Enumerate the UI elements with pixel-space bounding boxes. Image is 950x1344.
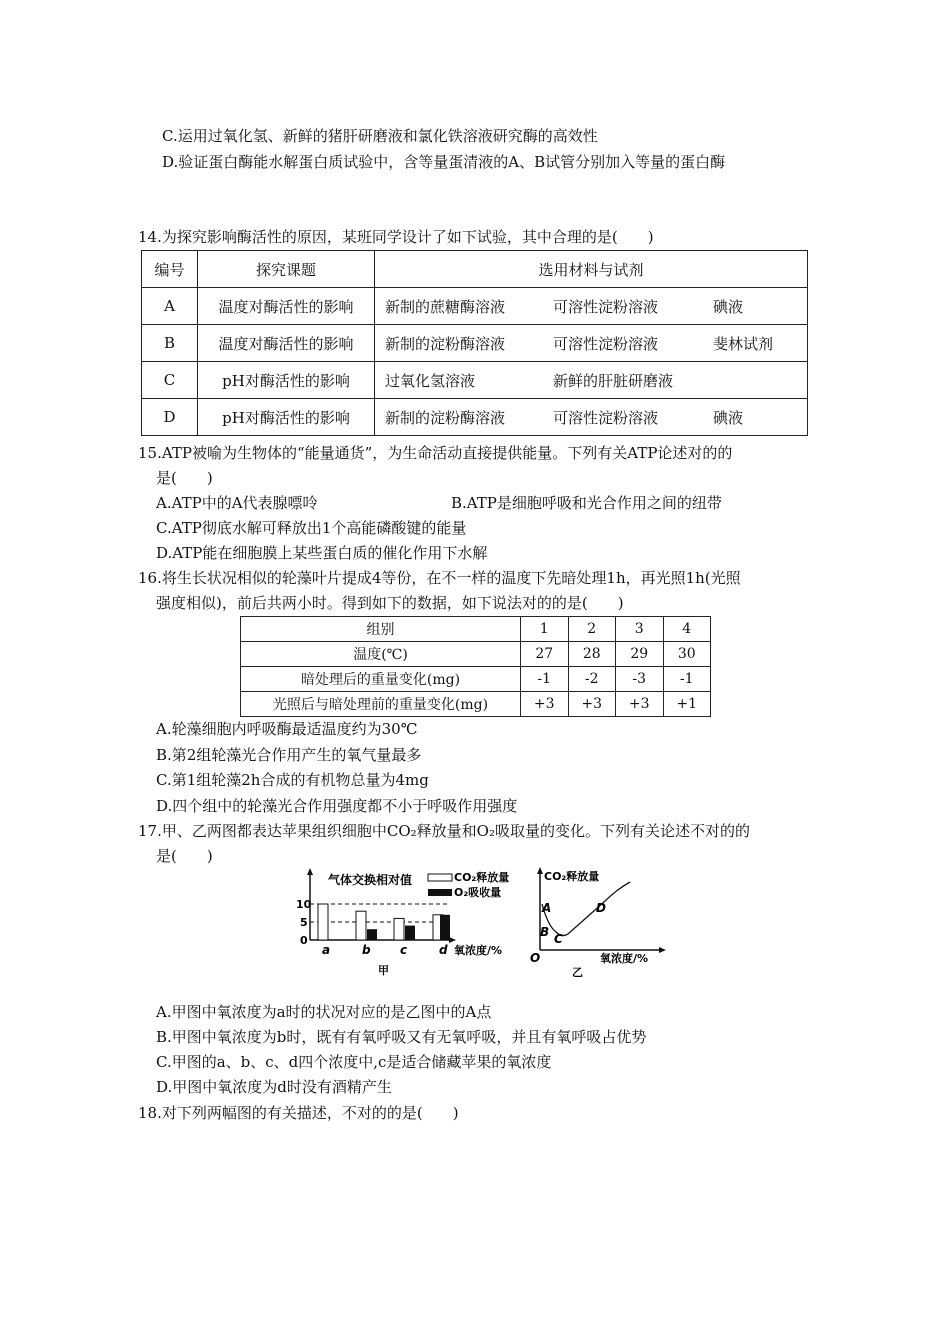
bar-co2-a: [318, 904, 328, 940]
table-cell: -1: [663, 667, 711, 692]
header-cell: 编号: [142, 251, 198, 288]
jia-figure-name: 甲: [378, 964, 389, 977]
table-cell: 光照后与暗处理前的重量变化(mg): [241, 692, 521, 717]
co2-curve: [542, 882, 630, 936]
yi-x-label: 氧浓度/%: [600, 952, 649, 965]
row-id: A: [142, 288, 198, 325]
q16-stem-line2: 强度相似)，前后共两小时。得到如下的数据，如下说法对的的是( ): [156, 594, 624, 612]
table-cell: 28: [568, 642, 616, 667]
y-tick-label: 0: [300, 934, 308, 947]
table-cell: 29: [616, 642, 664, 667]
y-axis-arrow-icon: [307, 868, 313, 875]
bar-o2-b: [367, 929, 377, 940]
table-header-row: [241, 617, 711, 642]
figure-jia: [288, 866, 520, 978]
header-cell: 2: [568, 617, 616, 642]
row-id: B: [142, 325, 198, 362]
q16-option-b: B.第2组轮藻光合作用产生的氧气量最多: [156, 746, 422, 764]
material-2: 可溶性淀粉溶液: [553, 334, 659, 353]
header-cell: 探究课题: [198, 251, 375, 288]
table-cell: +3: [521, 692, 569, 717]
row-id: C: [142, 362, 198, 399]
q16-table: [240, 616, 711, 717]
row-topic: 温度对酶活性的影响: [198, 288, 375, 325]
q17-option-a: A.甲图中氧浓度为a时的状况对应的是乙图中的A点: [156, 1003, 492, 1021]
x-tick-label: a: [322, 943, 331, 957]
table-row: [241, 642, 711, 667]
origin-label: O: [530, 951, 541, 965]
table-row: [241, 667, 711, 692]
q13-option-c: C.运用过氧化氢、新鲜的猪肝研磨液和氯化铁溶液研究酶的高效性: [162, 127, 598, 145]
table-cell: 暗处理后的重量变化(mg): [241, 667, 521, 692]
row-id: D: [142, 399, 198, 436]
material-3: 碘液: [713, 408, 744, 427]
q15-stem-line2: 是( ): [156, 469, 213, 487]
q16-option-d: D.四个组中的轮藻光合作用强度都不小于呼吸作用强度: [156, 797, 518, 815]
table-cell: -3: [616, 667, 664, 692]
table-cell: -2: [568, 667, 616, 692]
x-axis-arrow-icon: [449, 937, 456, 943]
row-materials: [375, 362, 808, 399]
table-cell: +3: [568, 692, 616, 717]
jia-y-label: 气体交换相对值: [328, 873, 413, 887]
q15-option-c: C.ATP彻底水解可释放出1个高能磷酸键的能量: [156, 519, 467, 537]
legend-co2-swatch: [428, 874, 452, 881]
x-axis-arrow-icon: [659, 947, 666, 953]
table-cell: 30: [663, 642, 711, 667]
table-cell: 27: [521, 642, 569, 667]
x-tick-label: d: [439, 943, 448, 957]
material-1: 过氧化氢溶液: [385, 371, 476, 390]
row-materials: [375, 288, 808, 325]
q16-stem-line1: 16.将生长状况相似的轮藻叶片提成4等份，在不一样的温度下先暗处理1h，再光照1h(光照: [138, 569, 741, 587]
q16-option-c: C.第1组轮藻2h合成的有机物总量为4mg: [156, 771, 429, 789]
material-1: 新制的蔗糖酶溶液: [385, 297, 506, 316]
header-cell: 组别: [241, 617, 521, 642]
yi-figure-name: 乙: [572, 966, 583, 978]
legend-o2-swatch: [428, 889, 452, 896]
q17-option-c: C.甲图的a、b、c、d四个浓度中,c是适合储藏苹果的氧浓度: [156, 1053, 552, 1071]
point-label: A: [542, 901, 552, 915]
point-label: D: [596, 901, 606, 915]
table-row: [142, 362, 808, 399]
jia-x-label: 氧浓度/%: [454, 944, 503, 957]
figure-yi: [526, 866, 676, 978]
q15-option-d: D.ATP能在细胞膜上某些蛋白质的催化作用下水解: [156, 544, 488, 562]
q16-option-a: A.轮藻细胞内呼吸酶最适温度约为30℃: [156, 720, 418, 738]
material-3: 斐林试剂: [713, 334, 774, 353]
q15-stem-line1: 15.ATP被喻为生物体的“能量通货”，为生命活动直接提供能量。下列有关ATP论述对的的: [138, 444, 733, 462]
q18-stem: 18.对下列两幅图的有关描述，不对的的是( ): [138, 1104, 459, 1122]
q15-option-a: A.ATP中的A代表腺嘌呤: [156, 494, 318, 512]
y-axis-arrow-icon: [537, 867, 543, 874]
q14-stem: 14.为探究影响酶活性的原因，某班同学设计了如下试验，其中合理的是( ): [138, 228, 654, 246]
x-tick-label: b: [362, 943, 371, 957]
q15-option-b: B.ATP是细胞呼吸和光合作用之间的纽带: [451, 494, 722, 512]
header-cell: 3: [616, 617, 664, 642]
y-tick-label: 10: [296, 898, 312, 911]
material-2: 可溶性淀粉溶液: [553, 408, 659, 427]
table-row: [142, 288, 808, 325]
point-label: C: [554, 932, 563, 946]
bar-o2-c: [405, 926, 415, 940]
bar-co2-b: [356, 911, 366, 940]
header-cell: 4: [663, 617, 711, 642]
row-materials: [375, 325, 808, 362]
table-cell: +1: [663, 692, 711, 717]
header-cell: 选用材料与试剂: [375, 251, 808, 288]
row-topic: pH对酶活性的影响: [198, 362, 375, 399]
bar-co2-c: [394, 918, 404, 940]
table-header-row: [142, 251, 808, 288]
material-1: 新制的淀粉酶溶液: [385, 334, 506, 353]
table-row: [142, 399, 808, 436]
q13-option-d: D.验证蛋白酶能水解蛋白质试验中，含等量蛋清液的A、B试管分别加入等量的蛋白酶: [162, 153, 726, 171]
row-topic: 温度对酶活性的影响: [198, 325, 375, 362]
material-1: 新制的淀粉酶溶液: [385, 408, 506, 427]
table-cell: +3: [616, 692, 664, 717]
point-label: B: [540, 925, 550, 939]
q17-stem-line2: 是( ): [156, 847, 213, 865]
q14-table: [141, 250, 808, 436]
material-3: 碘液: [713, 297, 744, 316]
table-cell: 温度(℃): [241, 642, 521, 667]
q17-option-d: D.甲图中氧浓度为d时没有酒精产生: [156, 1078, 392, 1096]
bar-o2-d: [440, 915, 450, 940]
table-row: [241, 692, 711, 717]
material-2: 新鲜的肝脏研磨液: [553, 371, 674, 390]
table-row: [142, 325, 808, 362]
header-cell: 1: [521, 617, 569, 642]
q17-stem-line1: 17.甲、乙两图都表达苹果组织细胞中CO₂释放量和O₂吸取量的变化。下列有关论述不对的的: [138, 822, 750, 840]
row-topic: pH对酶活性的影响: [198, 399, 375, 436]
legend-co2-label: CO₂释放量: [454, 871, 510, 884]
material-2: 可溶性淀粉溶液: [553, 297, 659, 316]
table-cell: -1: [521, 667, 569, 692]
y-tick-label: 5: [300, 916, 308, 929]
legend-o2-label: O₂吸收量: [454, 886, 502, 899]
x-tick-label: c: [400, 943, 408, 957]
row-materials: [375, 399, 808, 436]
q17-option-b: B.甲图中氧浓度为b时，既有有氧呼吸又有无氧呼吸，并且有氧呼吸占优势: [156, 1028, 647, 1046]
yi-y-label: CO₂释放量: [544, 870, 600, 883]
